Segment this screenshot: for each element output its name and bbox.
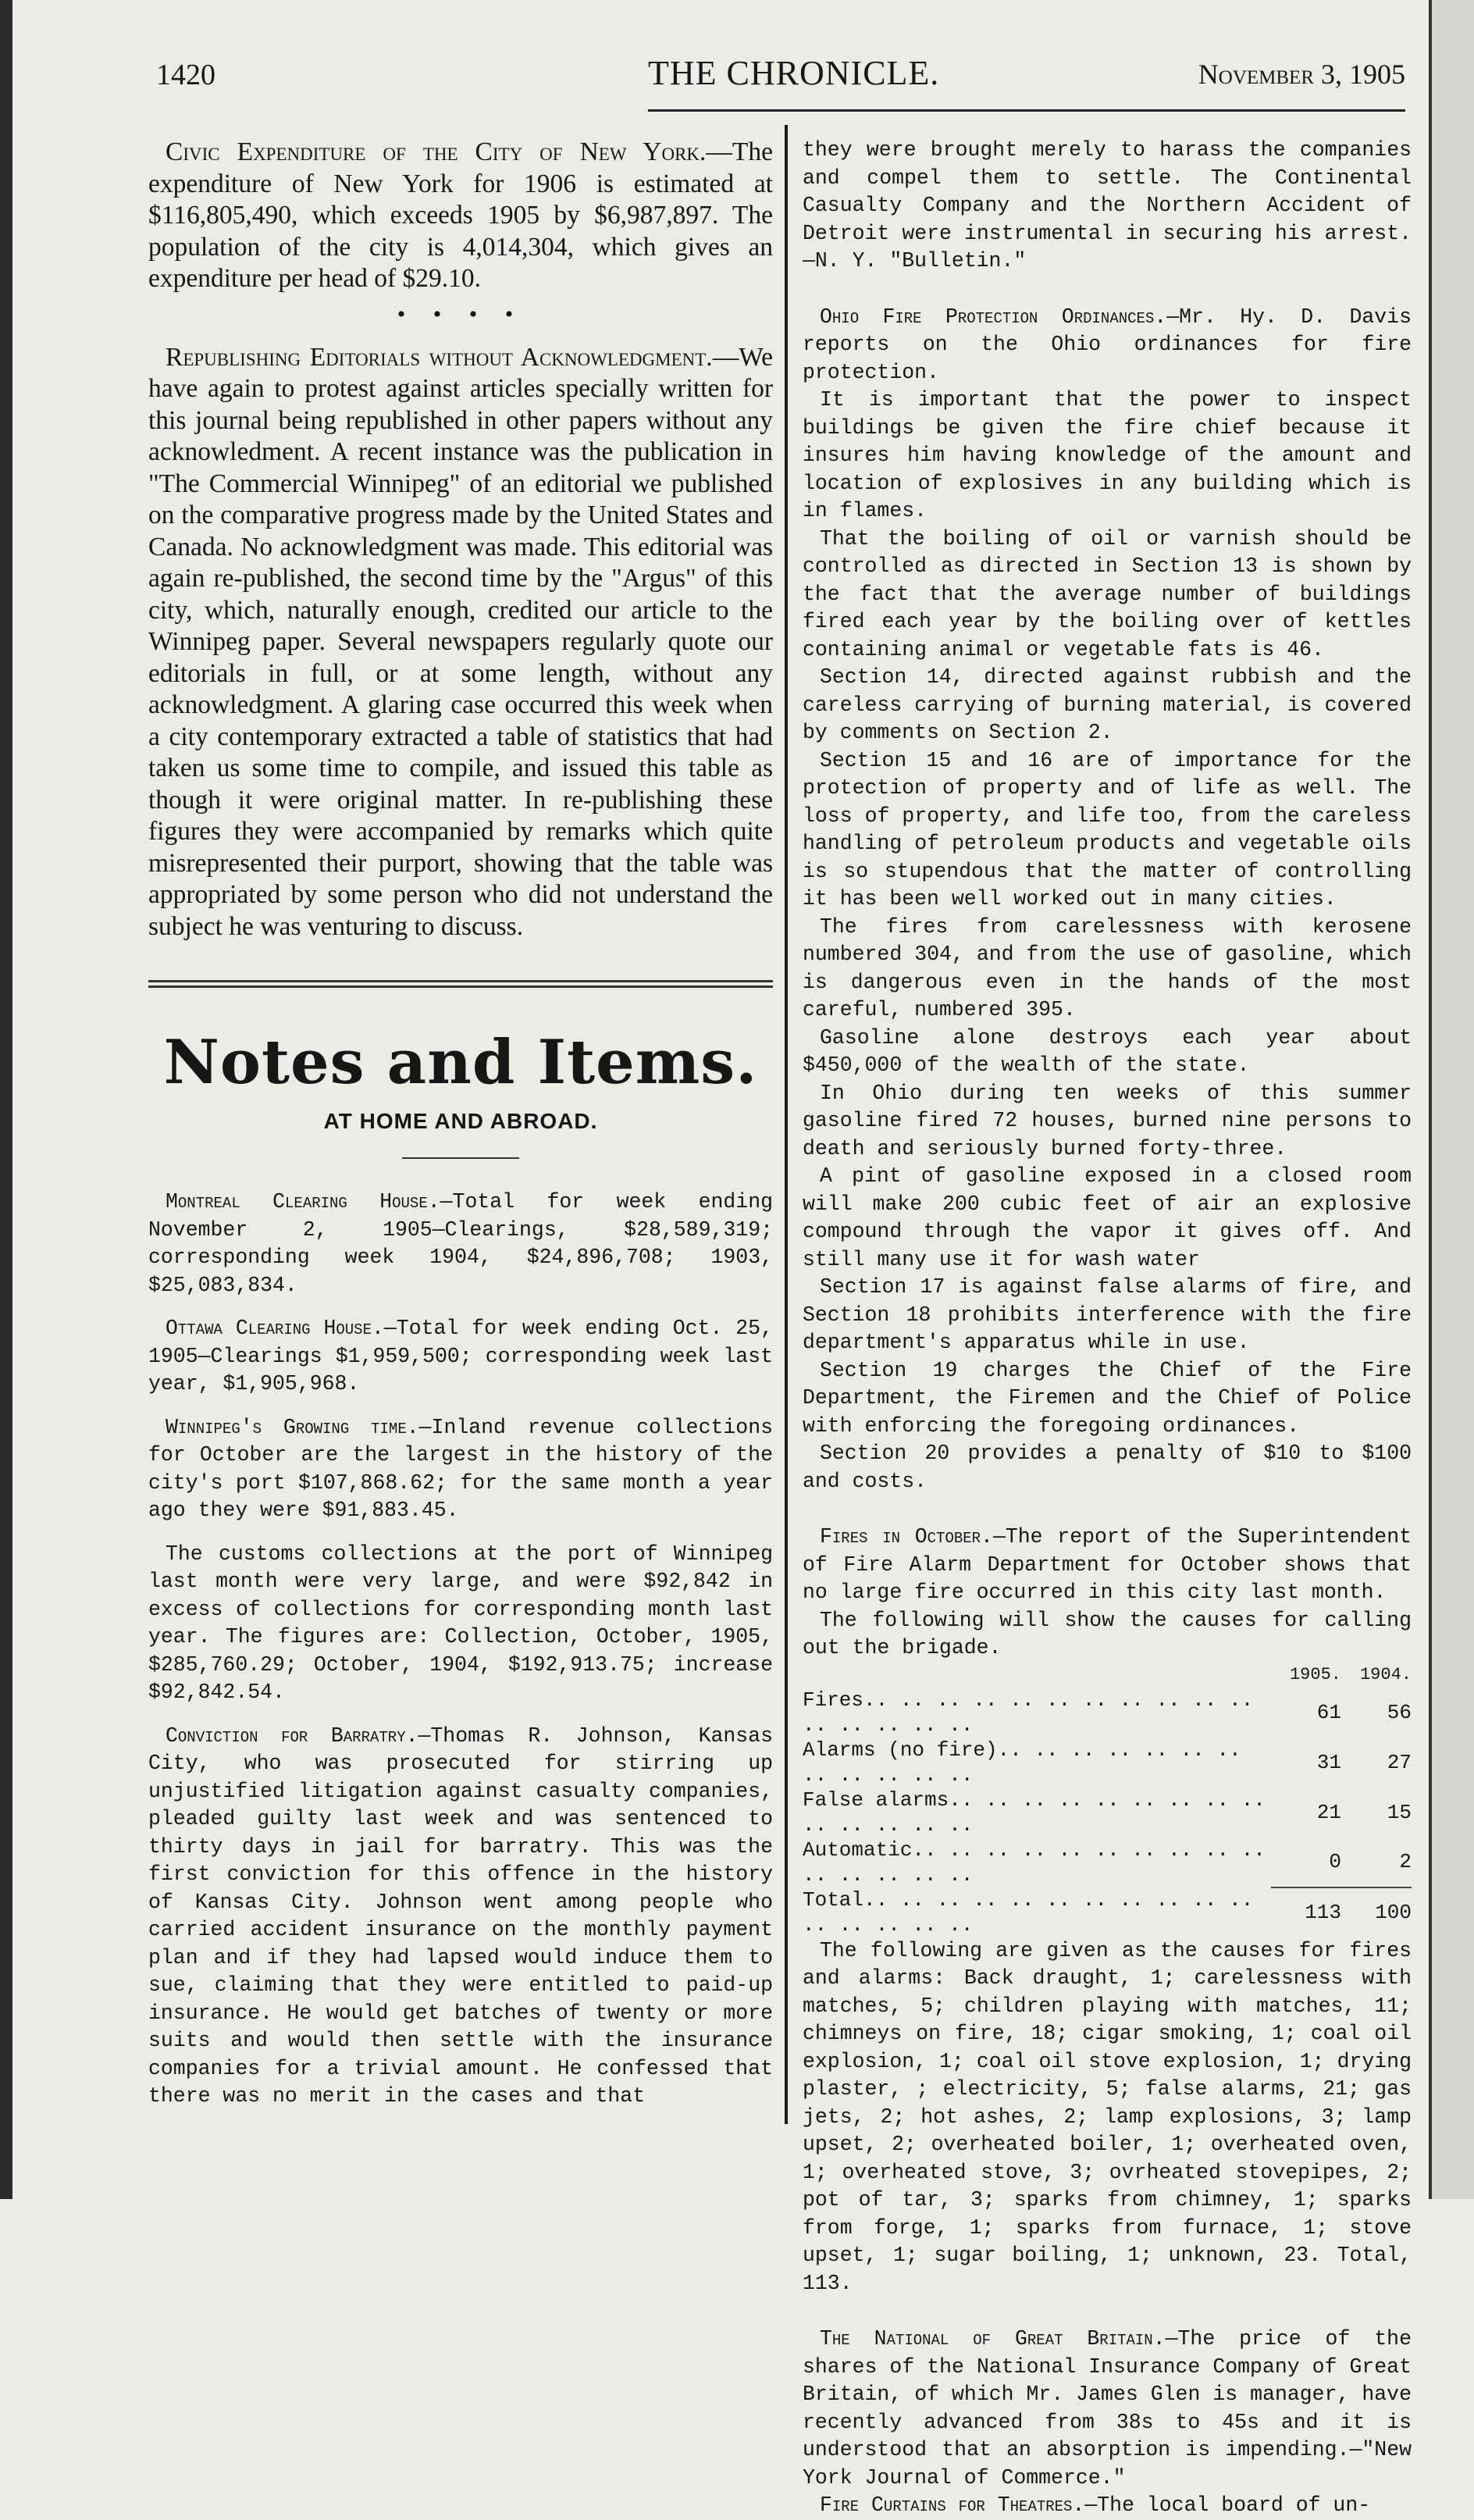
- column-divider: [785, 125, 788, 2124]
- item-ottawa-clearing: [148, 1315, 773, 1399]
- item-body: —Thomas R. Johnson, Kansas City, who was prosecuted for stirring up unjustified litigation against casualty companies, pleaded guilty last week and was sentenced to thirty days in jail for barratry. This was the first conviction for this offence in the history of Kansas City. Johnson went among people who carried accident insurance on the monthly payment plan and if they had lapsed would induce them to sue, claiming that they were entitled to paid-up insurance. He would get batches of twenty or more suits and would then settle with the insurance companies for a trivial amount. He confessed that there was no merit in the cases and that: [148, 1723, 773, 2108]
- item-body: —The local board of un-: [1084, 2493, 1371, 2517]
- item-national-great-britain: [803, 2326, 1412, 2492]
- item-conviction-barratry: [148, 1723, 773, 2111]
- item-winnipeg-growing: [148, 1414, 773, 1525]
- item-body: —The price of the shares of the National Insurance Company of Great Britain, of which Mr. James Glen is manager, have recently advanced from 38s to 45s and it is understood that an absorption is impending.—"New York Journal of Commerce.": [803, 2327, 1412, 2490]
- value-1905: 31: [1316, 1750, 1341, 1774]
- section-subtitle: AT HOME AND ABROAD.: [323, 1109, 598, 1133]
- value-1905: 0: [1329, 1850, 1341, 1873]
- article-heading: Republishing Editorials without Acknowledgment.: [166, 342, 713, 372]
- ohio-paragraph: Section 15 and 16 are of importance for the protection of property and of life as well. The loss of property, and life too, from the careless handling of petroleum products and vegetable oils is so stupendous that the matter of controlling it has been well worked out in many cities.: [803, 748, 1412, 911]
- fires-table: [803, 1663, 1412, 1937]
- item-heading: Ottawa Clearing House.: [166, 1317, 384, 1340]
- table-header-row: [803, 1663, 1412, 1688]
- right-page-edge: [1429, 0, 1474, 2199]
- item-body: —Total for week ending November 2, 1905—Clearings, $28,589,319; corresponding week 1904, $24,896,708; 1903, $25,083,834.: [148, 1190, 774, 1297]
- value-1904: 2: [1399, 1850, 1412, 1873]
- value-1905: 61: [1316, 1700, 1341, 1724]
- left-column: [148, 137, 773, 2111]
- issue-date: November 3, 1905: [1198, 59, 1405, 90]
- fires-intro: The following will show the causes for calling out the brigade.: [803, 1608, 1412, 1659]
- item-heading: Fire Curtains for Theatres.: [820, 2493, 1085, 2517]
- item-barratry-continued: they were brought merely to harass the companies and compel them to settle. The Continental Casualty Company and the Northern Accident of Detroit were instrumental in securing his arrest.—N. Y. "Bulletin.": [803, 138, 1412, 273]
- row-label: Alarms (no fire).. .. .. .. .. .. .. .. .. .. .. ..: [803, 1738, 1241, 1787]
- article-body: —We have again to protest against articles specially written for this journal being republished in other papers without any acknowledment. A recent instance was the publication in "The Commercial Winnipeg" of an editorial we published on the comparative progress made by the United States and Canada. No acknowledgment was made. This editorial was again re-published, the second time by the "Argus" of this city, which, naturally enough, credited our article to the Winnipeg paper. Several newspapers regularly quote our editorials in full, or at some length, without any acknowledgment. A glaring case occurred this week when a city contemporary extracted a table of statistics that had taken us some time to compile, and issued this table as though it were original matter. In re-publishing these figures they were accompanied by remarks which quite misrepresented their purport, showing that the table was appropriated by some person who did not understand the subject he was venturing to discuss.: [148, 342, 773, 941]
- left-page-edge: [0, 0, 12, 2199]
- item-heading: Winnipeg's Growing time.: [166, 1415, 419, 1439]
- item-heading: Fires in October.: [820, 1525, 993, 1549]
- article-heading: Civic Expenditure of the City of New York.: [166, 137, 707, 166]
- ohio-paragraph: Section 17 is against false alarms of fire, and Section 18 prohibits interference with the fire department's apparatus while in use.: [803, 1275, 1412, 1354]
- publication-title: THE CHRONICLE.: [648, 54, 940, 92]
- ohio-paragraph: The fires from carelessness with kerosene numbered 304, and from the use of gasoline, which is dangerous even in the hands of the most careful, numbered 395.: [803, 914, 1412, 1021]
- item-heading: Ohio Fire Protection Ordinances.: [820, 305, 1167, 329]
- subtitle-rule: [402, 1157, 519, 1159]
- item-fires-october: [803, 1524, 1412, 1607]
- item-montreal-clearing: [148, 1189, 773, 1299]
- row-label: Automatic.. .. .. .. .. .. .. .. .. .. .. .. .. .. ..: [803, 1837, 1266, 1887]
- fires-causes: The following are given as the causes for fires and alarms: Back draught, 1; carelessness with matches, 5; children playing with matches, 11; chimneys on fire, 18; cigar smoking, 1; coal oil explosion, 1; coal oil stove explosion, 1; drying plaster, ; electricity, 5; false alarms, 21; gas jets, 2; hot ashes, 2; lamp explosions, 3; lamp upset, 2; overheated boiler, 1; overheated oven, 1; overheated stove, 3; ovrheated stovepipes, 2; pot of tar, 3; sparks from chimney, 1; sparks from forge, 1; sparks from furnace, 1; stove upset, 1; sugar boiling, 1; unknown, 23. Total, 113.: [803, 1938, 1412, 2295]
- section-separator: • • • •: [397, 301, 525, 327]
- ohio-paragraph: Gasoline alone destroys each year about $450,000 of the wealth of the state.: [803, 1025, 1412, 1077]
- article-body: —The expenditure of New York for 1906 is estimated at $116,805,490, which exceeds 1905 by $6,987,897. The population of the city is 4,014,304, which gives an expenditure per head of $29.10.: [148, 137, 773, 293]
- ohio-paragraph: That the boiling of oil or varnish should be controlled as directed in Section 13 is shown by the fact that the average number of buildings fired each year by the boiling over of kettles containing animal or vegetable fats is 46.: [803, 526, 1412, 661]
- ohio-paragraph: Section 14, directed against rubbish and the careless carrying of burning material, is covered by comments on Section 2.: [803, 665, 1412, 744]
- header-rule: [648, 109, 1405, 112]
- total-1904: 100: [1341, 1887, 1412, 1937]
- right-column: [803, 137, 1412, 2520]
- item-fire-curtains: [803, 2492, 1412, 2520]
- ohio-paragraph: Section 20 provides a penalty of $10 to $100 and costs.: [803, 1442, 1412, 1493]
- item-customs-collections: The customs collections at the port of Winnipeg last month were very large, and were $92,842 in excess of collections for corresponding month last year. The figures are: Collection, October, 1905, $285,760.29; October, 1904, $192,913.75; increase $92,842.54.: [148, 1542, 773, 1704]
- article-civic-expenditure: [148, 137, 773, 295]
- item-ohio-ordinances: [803, 304, 1412, 387]
- table-total-row: [803, 1887, 1412, 1937]
- value-1904: 15: [1387, 1800, 1412, 1824]
- column-header-1905: 1905.: [1289, 1664, 1341, 1684]
- ohio-paragraph: It is important that the power to inspect buildings be given the fire chief because it insures him having knowledge of the amount and location of explosives in any building which is in flames.: [803, 388, 1412, 522]
- ohio-paragraph: In Ohio during ten weeks of this summer gasoline fired 72 houses, burned nine persons to death and seriously burned forty-three.: [803, 1081, 1412, 1160]
- column-header-1904: 1904.: [1359, 1664, 1412, 1684]
- item-body: —The report of the Superintendent of Fire Alarm Department for October shows that no large fire occurred in this city last month.: [803, 1525, 1412, 1604]
- ohio-paragraph: A pint of gasoline exposed in a closed room will make 200 cubic feet of air an explosive compound through the vapor it gives off. And still many use it for wash water: [803, 1164, 1412, 1271]
- section-rule: [148, 980, 773, 988]
- page-number: 1420: [156, 59, 215, 91]
- table-row: [803, 1788, 1412, 1837]
- item-heading: Montreal Clearing House.: [166, 1190, 440, 1214]
- value-1904: 27: [1387, 1750, 1412, 1774]
- item-body: —Total for week ending Oct. 25, 1905—Clearings $1,959,500; corresponding week last year, $1,905,968.: [148, 1317, 773, 1395]
- value-1905: 21: [1316, 1800, 1341, 1824]
- section-title: Notes and Items.: [163, 1027, 758, 1098]
- row-label: False alarms.. .. .. .. .. .. .. .. .. .. .. .. .. ..: [803, 1788, 1266, 1837]
- ohio-paragraph: Section 19 charges the Chief of the Fire Department, the Firemen and the Chief of Police with enforcing the foregoing ordinances.: [803, 1358, 1412, 1438]
- item-heading: The National of Great Britain.: [820, 2327, 1166, 2351]
- item-heading: Conviction for Barratry.: [166, 1723, 418, 1748]
- table-row: [803, 1688, 1412, 1738]
- table-row: [803, 1738, 1412, 1788]
- row-label: Fires.. .. .. .. .. .. .. .. .. .. .. .. .. .. .. ..: [803, 1688, 1254, 1737]
- item-body: —Mr. Hy. D. Davis reports on the Ohio ordinances for fire protection.: [803, 305, 1412, 384]
- page-header: [156, 53, 1405, 108]
- table-row: [803, 1837, 1412, 1887]
- article-republishing-editorials: [148, 342, 773, 943]
- item-body: —Inland revenue collections for October are the largest in the history of the city's port $107,868.62; for the same month a year ago they were $91,883.45.: [148, 1415, 773, 1522]
- total-label: Total.. .. .. .. .. .. .. .. .. .. .. .. .. .. .. ..: [803, 1887, 1254, 1937]
- total-1905: 113: [1271, 1887, 1341, 1937]
- value-1904: 56: [1387, 1700, 1412, 1724]
